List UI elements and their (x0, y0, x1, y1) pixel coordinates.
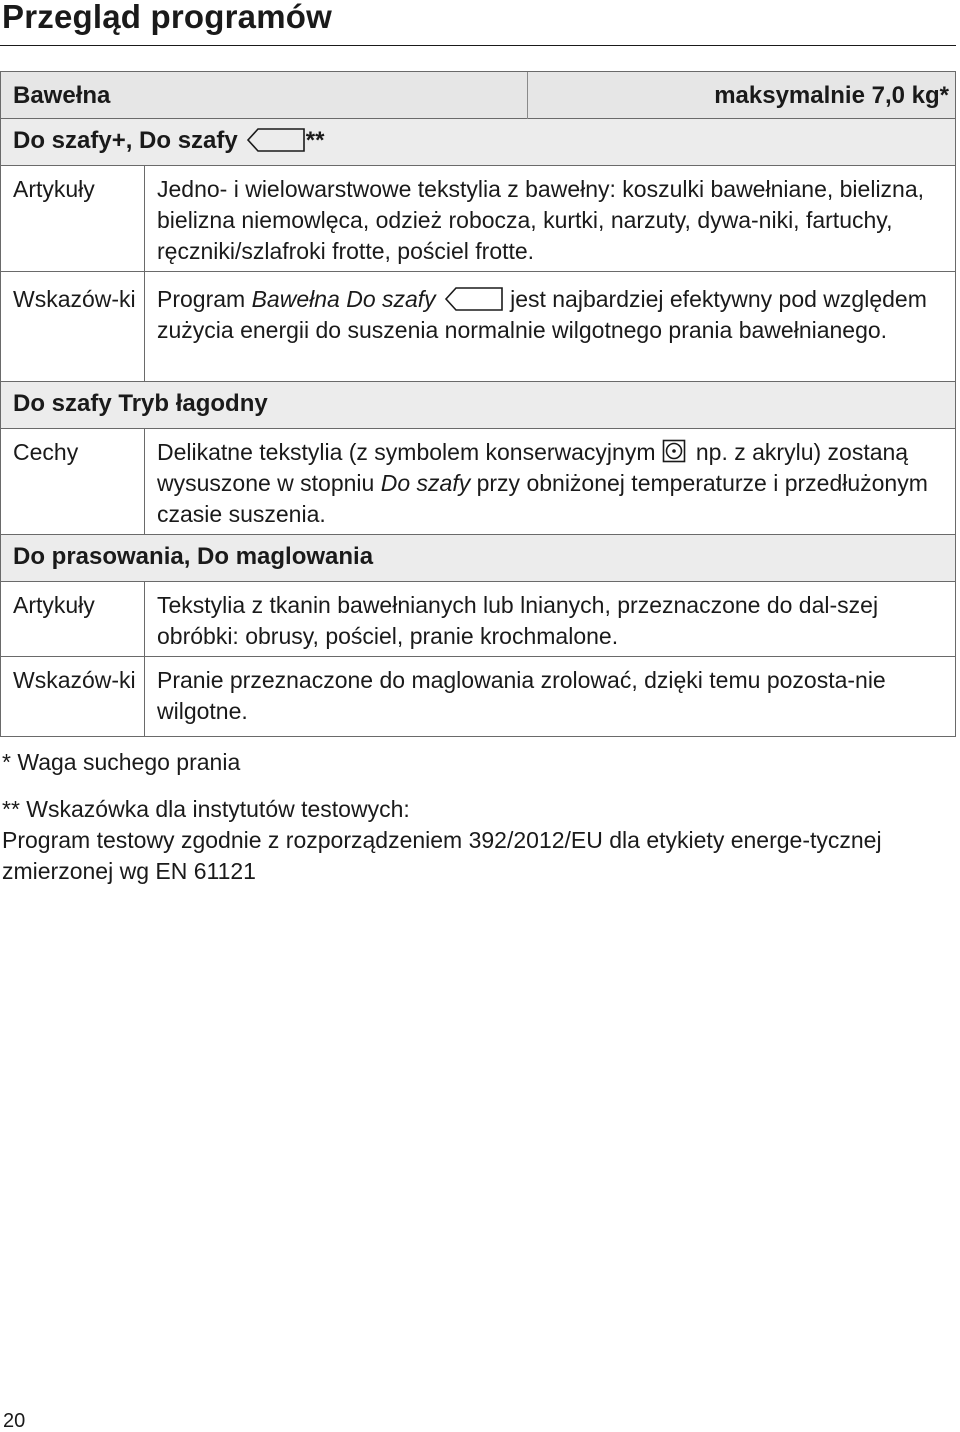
program-name: Bawełna (13, 82, 111, 109)
tips-text: Program Bawełna Do szafy jest najbardziej efektywny pod względem zużycia energii do suszenia normalnie wilgotnego prania bawełnianego. (157, 286, 927, 343)
features-label: Cechy (13, 439, 79, 465)
footnote-weight: * Waga suchego prania (2, 749, 241, 775)
section-prasowanie (1, 535, 955, 582)
articles-label: Artykuły (13, 592, 95, 618)
column-divider (144, 166, 145, 271)
tumble-dry-low-care-icon (662, 439, 686, 463)
footnote-lab-text: Program testowy zgodnie z rozporządzeniem 392/2012/EU dla etykiety energe-tycznej zmierzonej wg EN 61121 (2, 827, 882, 884)
features-text: Delikatne tekstylia (z symbolem konserwacyjnym np. z akrylu) zostaną wysuszone w stopniu Do szafy przy obniżonej temperaturze i przedłużonym czasie suszenia. (157, 439, 928, 527)
column-divider (144, 582, 145, 656)
row-articles-do-szafy (1, 166, 955, 272)
row-articles-prasowanie (1, 582, 955, 657)
page-title: Przegląd programów (2, 0, 332, 35)
column-divider (144, 657, 145, 736)
section-do-szafy (1, 119, 955, 166)
tips-label: Wskazów-ki (13, 667, 136, 693)
title-divider (0, 45, 956, 46)
row-features-tryb-lagodny (1, 429, 955, 535)
row-tips-do-szafy (1, 272, 955, 382)
footnote-lab-title: ** Wskazówka dla instytutów testowych: (2, 796, 410, 822)
row-tips-prasowanie (1, 657, 955, 736)
program-table (0, 71, 956, 737)
articles-text: Jedno- i wielowarstwowe tekstylia z bawełny: koszulki bawełniane, bielizna, bielizna niemowlęca, odzież robocza, kurtki, narzuty, dywa-niki, fartuchy, ręczniki/szlafroki frotte, pościel frotte. (157, 176, 925, 264)
articles-label: Artykuły (13, 176, 95, 202)
page-number: 20 (3, 1410, 26, 1432)
tips-label: Wskazów-ki (13, 286, 136, 312)
section-do-szafy-title: Do szafy+, Do szafy ** (13, 127, 325, 154)
program-header (1, 72, 955, 119)
tips-text: Pranie przeznaczone do maglowania zrolować, dzięki temu pozosta-nie wilgotne. (157, 667, 886, 724)
dry-to-cupboard-symbol-icon (444, 286, 504, 312)
column-divider (144, 272, 145, 381)
program-capacity: maksymalnie 7,0 kg* (714, 82, 949, 109)
section-tryb-lagodny-title: Do szafy Tryb łagodny (13, 390, 268, 417)
dry-to-cupboard-symbol-icon (246, 127, 306, 153)
column-divider (144, 429, 145, 534)
section-prasowanie-title: Do prasowania, Do maglowania (13, 543, 374, 570)
header-divider (527, 72, 528, 119)
section-tryb-lagodny (1, 382, 955, 429)
articles-text: Tekstylia z tkanin bawełnianych lub lnianych, przeznaczone do dal-szej obróbki: obrusy, pościel, pranie krochmalone. (157, 592, 879, 649)
